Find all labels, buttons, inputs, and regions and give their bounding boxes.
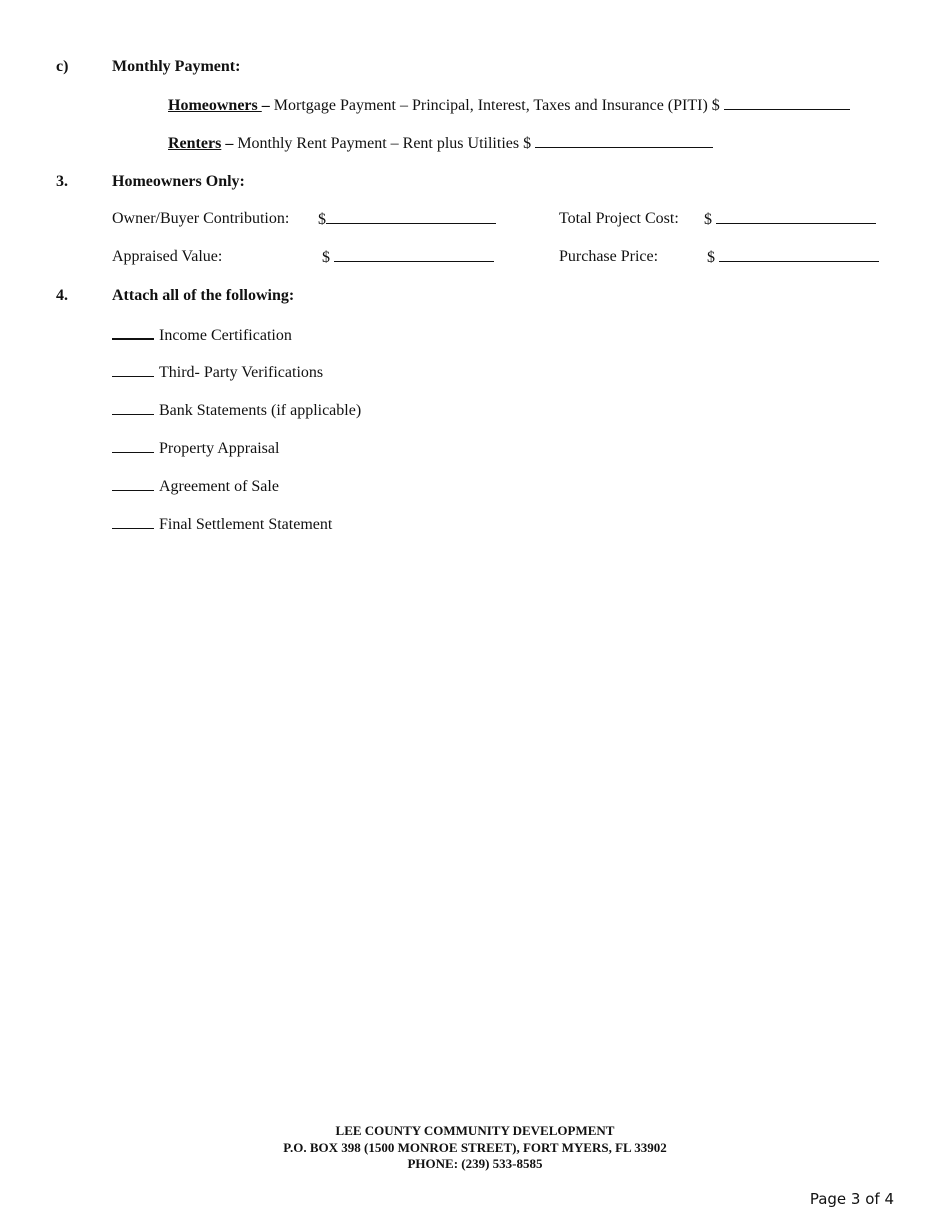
checklist-item xyxy=(112,324,292,346)
appraised-value-label: Appraised Value: xyxy=(112,248,223,265)
checklist-blank[interactable] xyxy=(112,362,154,377)
footer-address-block xyxy=(0,1123,950,1173)
renters-payment-line xyxy=(168,133,713,154)
appraised-value-field[interactable] xyxy=(334,247,494,262)
section-3-marker: 3. xyxy=(56,173,68,190)
checklist-item-label: Agreement of Sale xyxy=(159,478,279,495)
page-number: Page 3 of 4 xyxy=(809,1190,894,1208)
total-project-cost-line xyxy=(704,209,876,230)
checklist-item xyxy=(112,400,361,421)
total-project-cost-field[interactable] xyxy=(716,209,876,224)
total-project-cost-label: Total Project Cost: xyxy=(559,210,679,227)
checklist-item xyxy=(112,514,332,535)
purchase-price-currency: $ xyxy=(707,249,715,266)
checklist-item-label: Third- Party Verifications xyxy=(159,364,324,381)
checklist-item-label: Income Certification xyxy=(159,327,292,344)
footer-phone: PHONE: (239) 533-8585 xyxy=(407,1156,543,1171)
homeowners-only-heading: Homeowners Only: xyxy=(112,173,245,190)
checklist-item-label: Final Settlement Statement xyxy=(159,516,333,533)
appraised-value-line xyxy=(322,247,494,268)
homeowners-payment-field[interactable] xyxy=(724,95,850,110)
owner-contribution-currency: $ xyxy=(318,211,326,228)
renters-payment-text: Monthly Rent Payment – Rent plus Utilities $ xyxy=(233,135,532,152)
checklist-blank[interactable] xyxy=(112,514,154,529)
footer-address: P.O. BOX 398 (1500 MONROE STREET), FORT MYERS, FL 33902 xyxy=(283,1139,667,1155)
checklist-item-label: Property Appraisal xyxy=(159,440,280,457)
monthly-payment-heading: Monthly Payment: xyxy=(112,58,241,75)
purchase-price-field[interactable] xyxy=(719,247,879,262)
section-c-marker: c) xyxy=(56,58,69,75)
checklist-item xyxy=(112,438,279,459)
checklist-item-label: Bank Statements (if applicable) xyxy=(159,402,362,419)
checklist-blank[interactable] xyxy=(112,476,154,491)
attach-heading: Attach all of the following: xyxy=(112,287,295,304)
purchase-price-label: Purchase Price: xyxy=(559,248,659,265)
owner-contribution-line xyxy=(318,209,496,230)
homeowners-label: Homeowners xyxy=(168,97,262,114)
homeowners-dash: – xyxy=(261,97,270,114)
purchase-price-line xyxy=(707,247,879,268)
checklist-item xyxy=(112,476,279,497)
checklist-blank[interactable] xyxy=(112,438,154,453)
renters-dash: – xyxy=(225,135,234,152)
renters-payment-field[interactable] xyxy=(535,133,713,148)
owner-contribution-field[interactable] xyxy=(326,209,496,224)
owner-contribution-label: Owner/Buyer Contribution: xyxy=(112,210,290,227)
homeowners-payment-text: Mortgage Payment – Principal, Interest, Taxes and Insurance (PITI) $ xyxy=(269,97,720,114)
renters-label: Renters xyxy=(168,135,222,152)
total-project-cost-currency: $ xyxy=(704,211,712,228)
footer-org-name: LEE COUNTY COMMUNITY DEVELOPMENT xyxy=(335,1123,615,1138)
homeowners-payment-line xyxy=(168,95,850,116)
checklist-blank[interactable] xyxy=(112,324,154,340)
appraised-value-currency: $ xyxy=(322,249,330,266)
checklist-item xyxy=(112,362,323,383)
section-4-marker: 4. xyxy=(56,287,68,304)
checklist-blank[interactable] xyxy=(112,400,154,415)
